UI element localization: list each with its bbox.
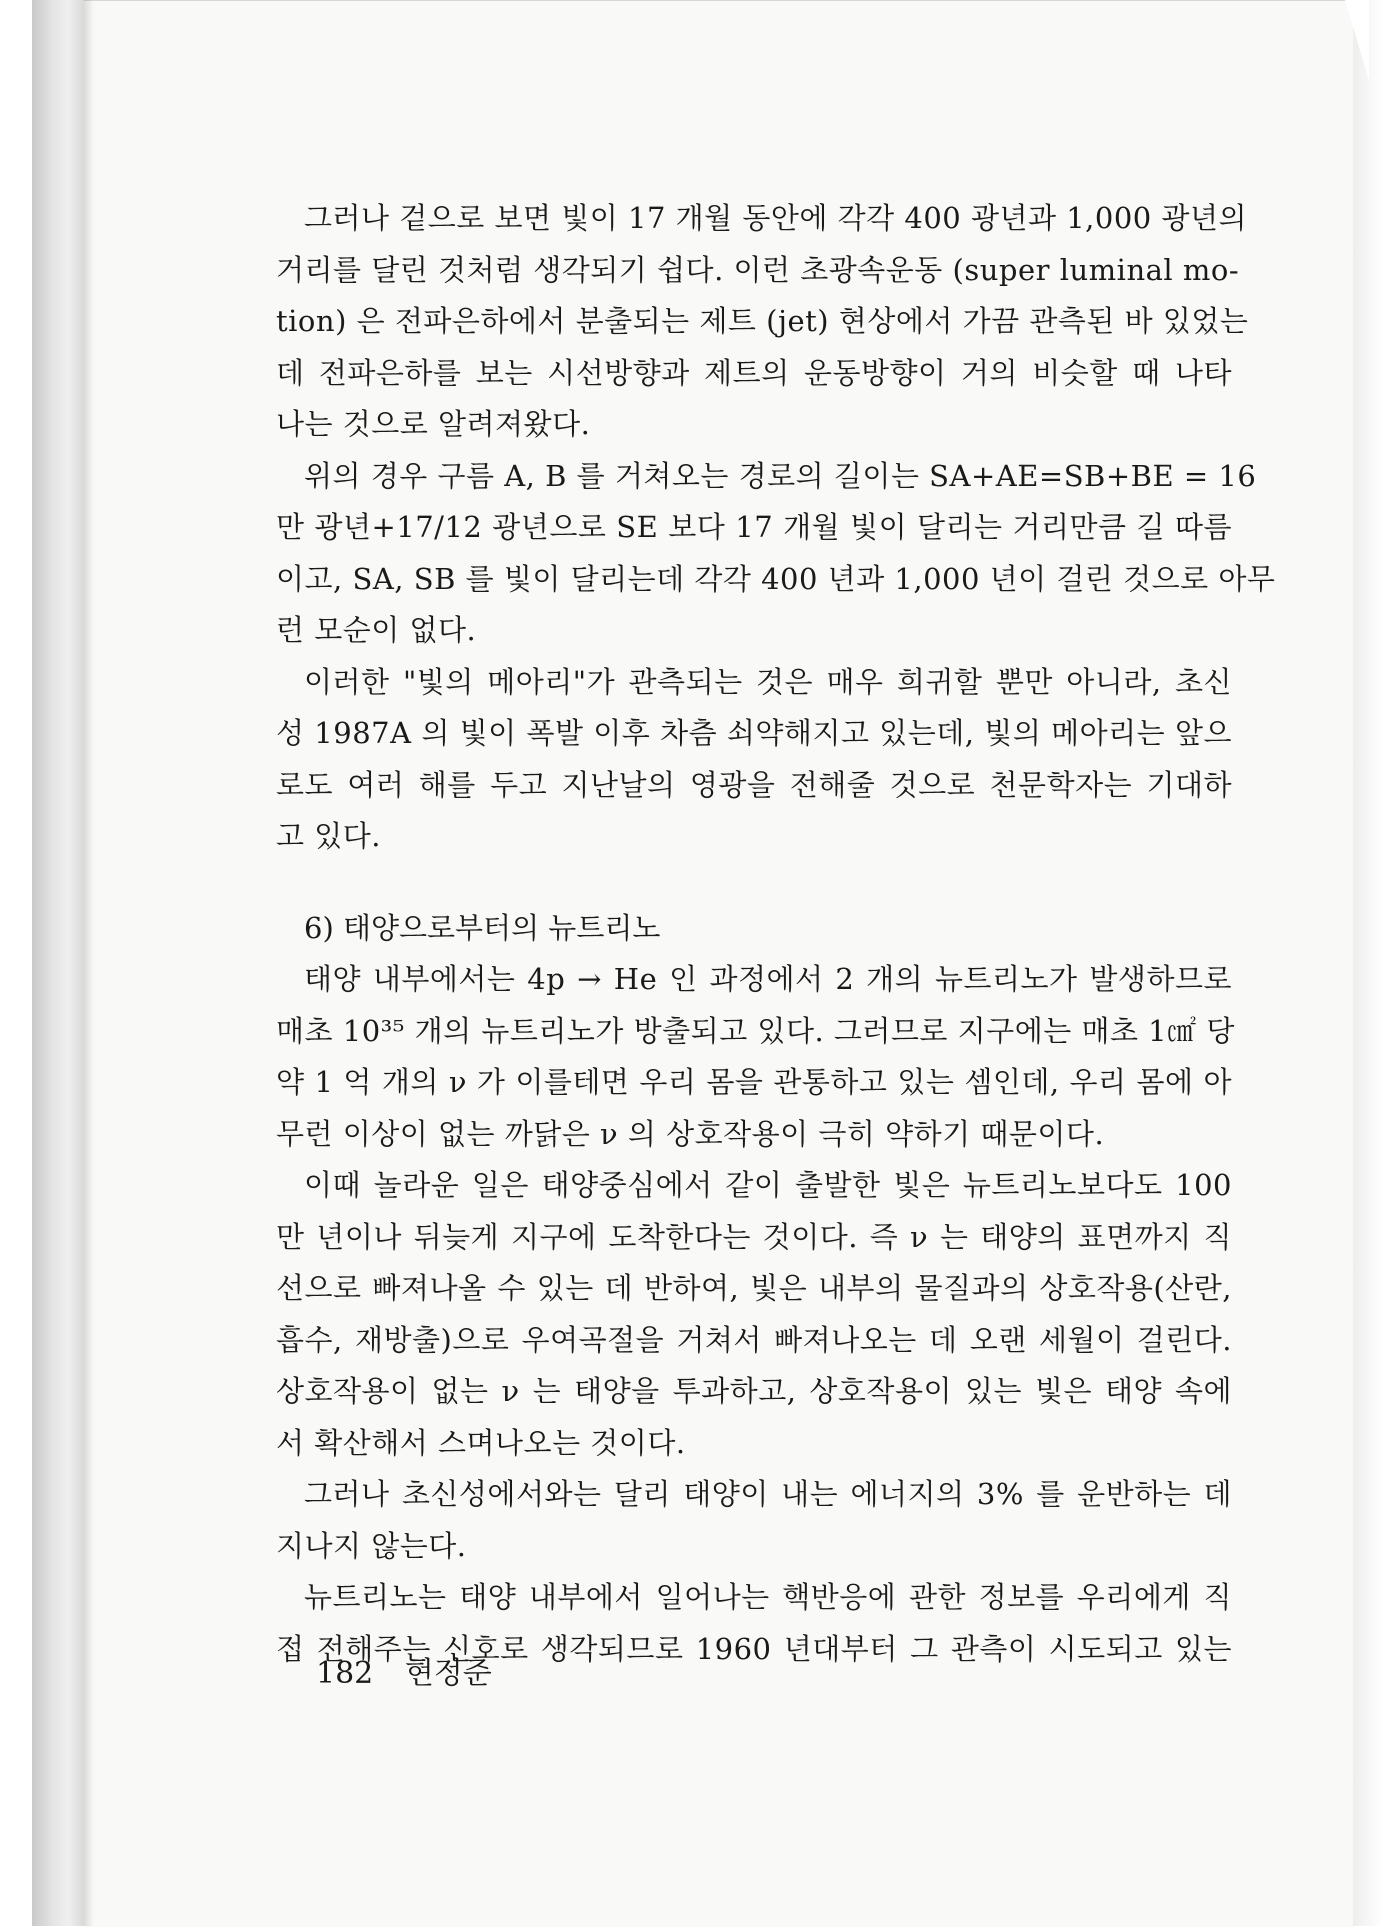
- section-paragraph-3: [276, 1469, 1232, 1572]
- text-line: 뉴트리노는 태양 내부에서 일어나는 핵반응에 관한 정보를 우리에게 직: [304, 1580, 1232, 1614]
- body-text: [276, 193, 1276, 1675]
- text-line: 위의 경우 구름 A, B 를 거쳐오는 경로의 길이는 SA+AE=SB+BE = 16: [304, 458, 1257, 493]
- text-line: 서 확산해서 스며나오는 것이다.: [276, 1425, 686, 1460]
- text-line: 나는 것으로 알려져왔다.: [276, 407, 591, 441]
- text-line: 흡수, 재방출)으로 우여곡절을 거쳐서 빠져나오는 데 오랜 세월이 걸린다.: [276, 1322, 1232, 1357]
- text-line: 그러나 겉으로 보면 빛이 17 개월 동안에 각각 400 광년과 1,000 광년의: [304, 201, 1247, 235]
- section-paragraph-2: [276, 1160, 1232, 1469]
- text-line: 성 1987A 의 빛이 폭발 이후 차츰 쇠약해지고 있는데, 빛의 메아리는 앞으: [276, 716, 1232, 750]
- text-line: 매초 10³⁵ 개의 뉴트리노가 방출되고 있다. 그러므로 지구에는 매초 1㎠ 당: [276, 1013, 1235, 1048]
- page-right-edge: [1353, 0, 1383, 1926]
- page-footer: [316, 1648, 492, 1692]
- paragraph-3: [276, 657, 1232, 863]
- text-line: 그러나 초신성에서와는 달리 태양이 내는 에너지의 3% 를 운반하는 데: [304, 1477, 1232, 1511]
- page-corner-fold: [1345, 0, 1369, 80]
- text-line: 이때 놀라운 일은 태양중심에서 같이 출발한 빛은 뉴트리노보다도 100: [304, 1168, 1232, 1202]
- text-line: 고 있다.: [276, 819, 381, 853]
- text-line: 상호작용이 없는 ν 는 태양을 투과하고, 상호작용이 있는 빛은 태양 속에: [276, 1374, 1232, 1408]
- page-number: 182: [316, 1656, 374, 1691]
- text-line: 지나지 않는다.: [276, 1528, 467, 1563]
- text-line: 거리를 달린 것처럼 생각되기 쉽다. 이런 초광속운동 (super luminal mo-: [276, 252, 1240, 287]
- text-line: tion) 은 전파은하에서 분출되는 제트 (jet) 현상에서 가끔 관측된 바 있었는: [276, 304, 1249, 338]
- text-line: 이고, SA, SB 를 빛이 달리는데 각각 400 년과 1,000 년이 걸린 것으로 아무: [276, 561, 1276, 596]
- paragraph-1: [276, 193, 1249, 451]
- text-line: 만 년이나 뒤늦게 지구에 도착한다는 것이다. 즉 ν 는 태양의 표면까지 직: [276, 1219, 1232, 1254]
- book-spine: [32, 0, 85, 1926]
- paragraph-2: [276, 451, 1276, 657]
- text-line: 데 전파은하를 보는 시선방향과 제트의 운동방향이 거의 비슷할 때 나타: [276, 355, 1232, 390]
- text-line: 접 전해주는 신호로 생각되므로 1960 년대부터 그 관측이 시도되고 있는: [276, 1631, 1232, 1666]
- text-line: 선으로 빠져나올 수 있는 데 반하여, 빛은 내부의 물질과의 상호작용(산란,: [276, 1271, 1232, 1305]
- section-paragraph-1: [276, 954, 1235, 1160]
- text-line: 런 모순이 없다.: [276, 613, 477, 647]
- text-line: 무런 이상이 없는 까닭은 ν 의 상호작용이 극히 약하기 때문이다.: [276, 1116, 1105, 1151]
- spine-shadow: [84, 0, 94, 1926]
- section-gap: [276, 863, 1232, 903]
- text-line: 로도 여러 해를 두고 지난날의 영광을 전해줄 것으로 천문학자는 기대하: [276, 767, 1232, 802]
- section-heading: 6) 태양으로부터의 뉴트리노: [304, 910, 661, 945]
- text-line: 약 1 억 개의 ν 가 이를테면 우리 몸을 관통하고 있는 셈인데, 우리 몸에 아: [276, 1065, 1232, 1099]
- text-line: 이러한 "빛의 메아리"가 관측되는 것은 매우 희귀할 뿐만 아니라, 초신: [304, 664, 1232, 699]
- text-line: 만 광년+17/12 광년으로 SE 보다 17 개월 빛이 달리는 거리만큼 길 따름: [276, 510, 1232, 544]
- text-line: 태양 내부에서는 4p → He 인 과정에서 2 개의 뉴트리노가 발생하므로: [304, 962, 1232, 996]
- author-name: 현정준: [404, 1656, 492, 1691]
